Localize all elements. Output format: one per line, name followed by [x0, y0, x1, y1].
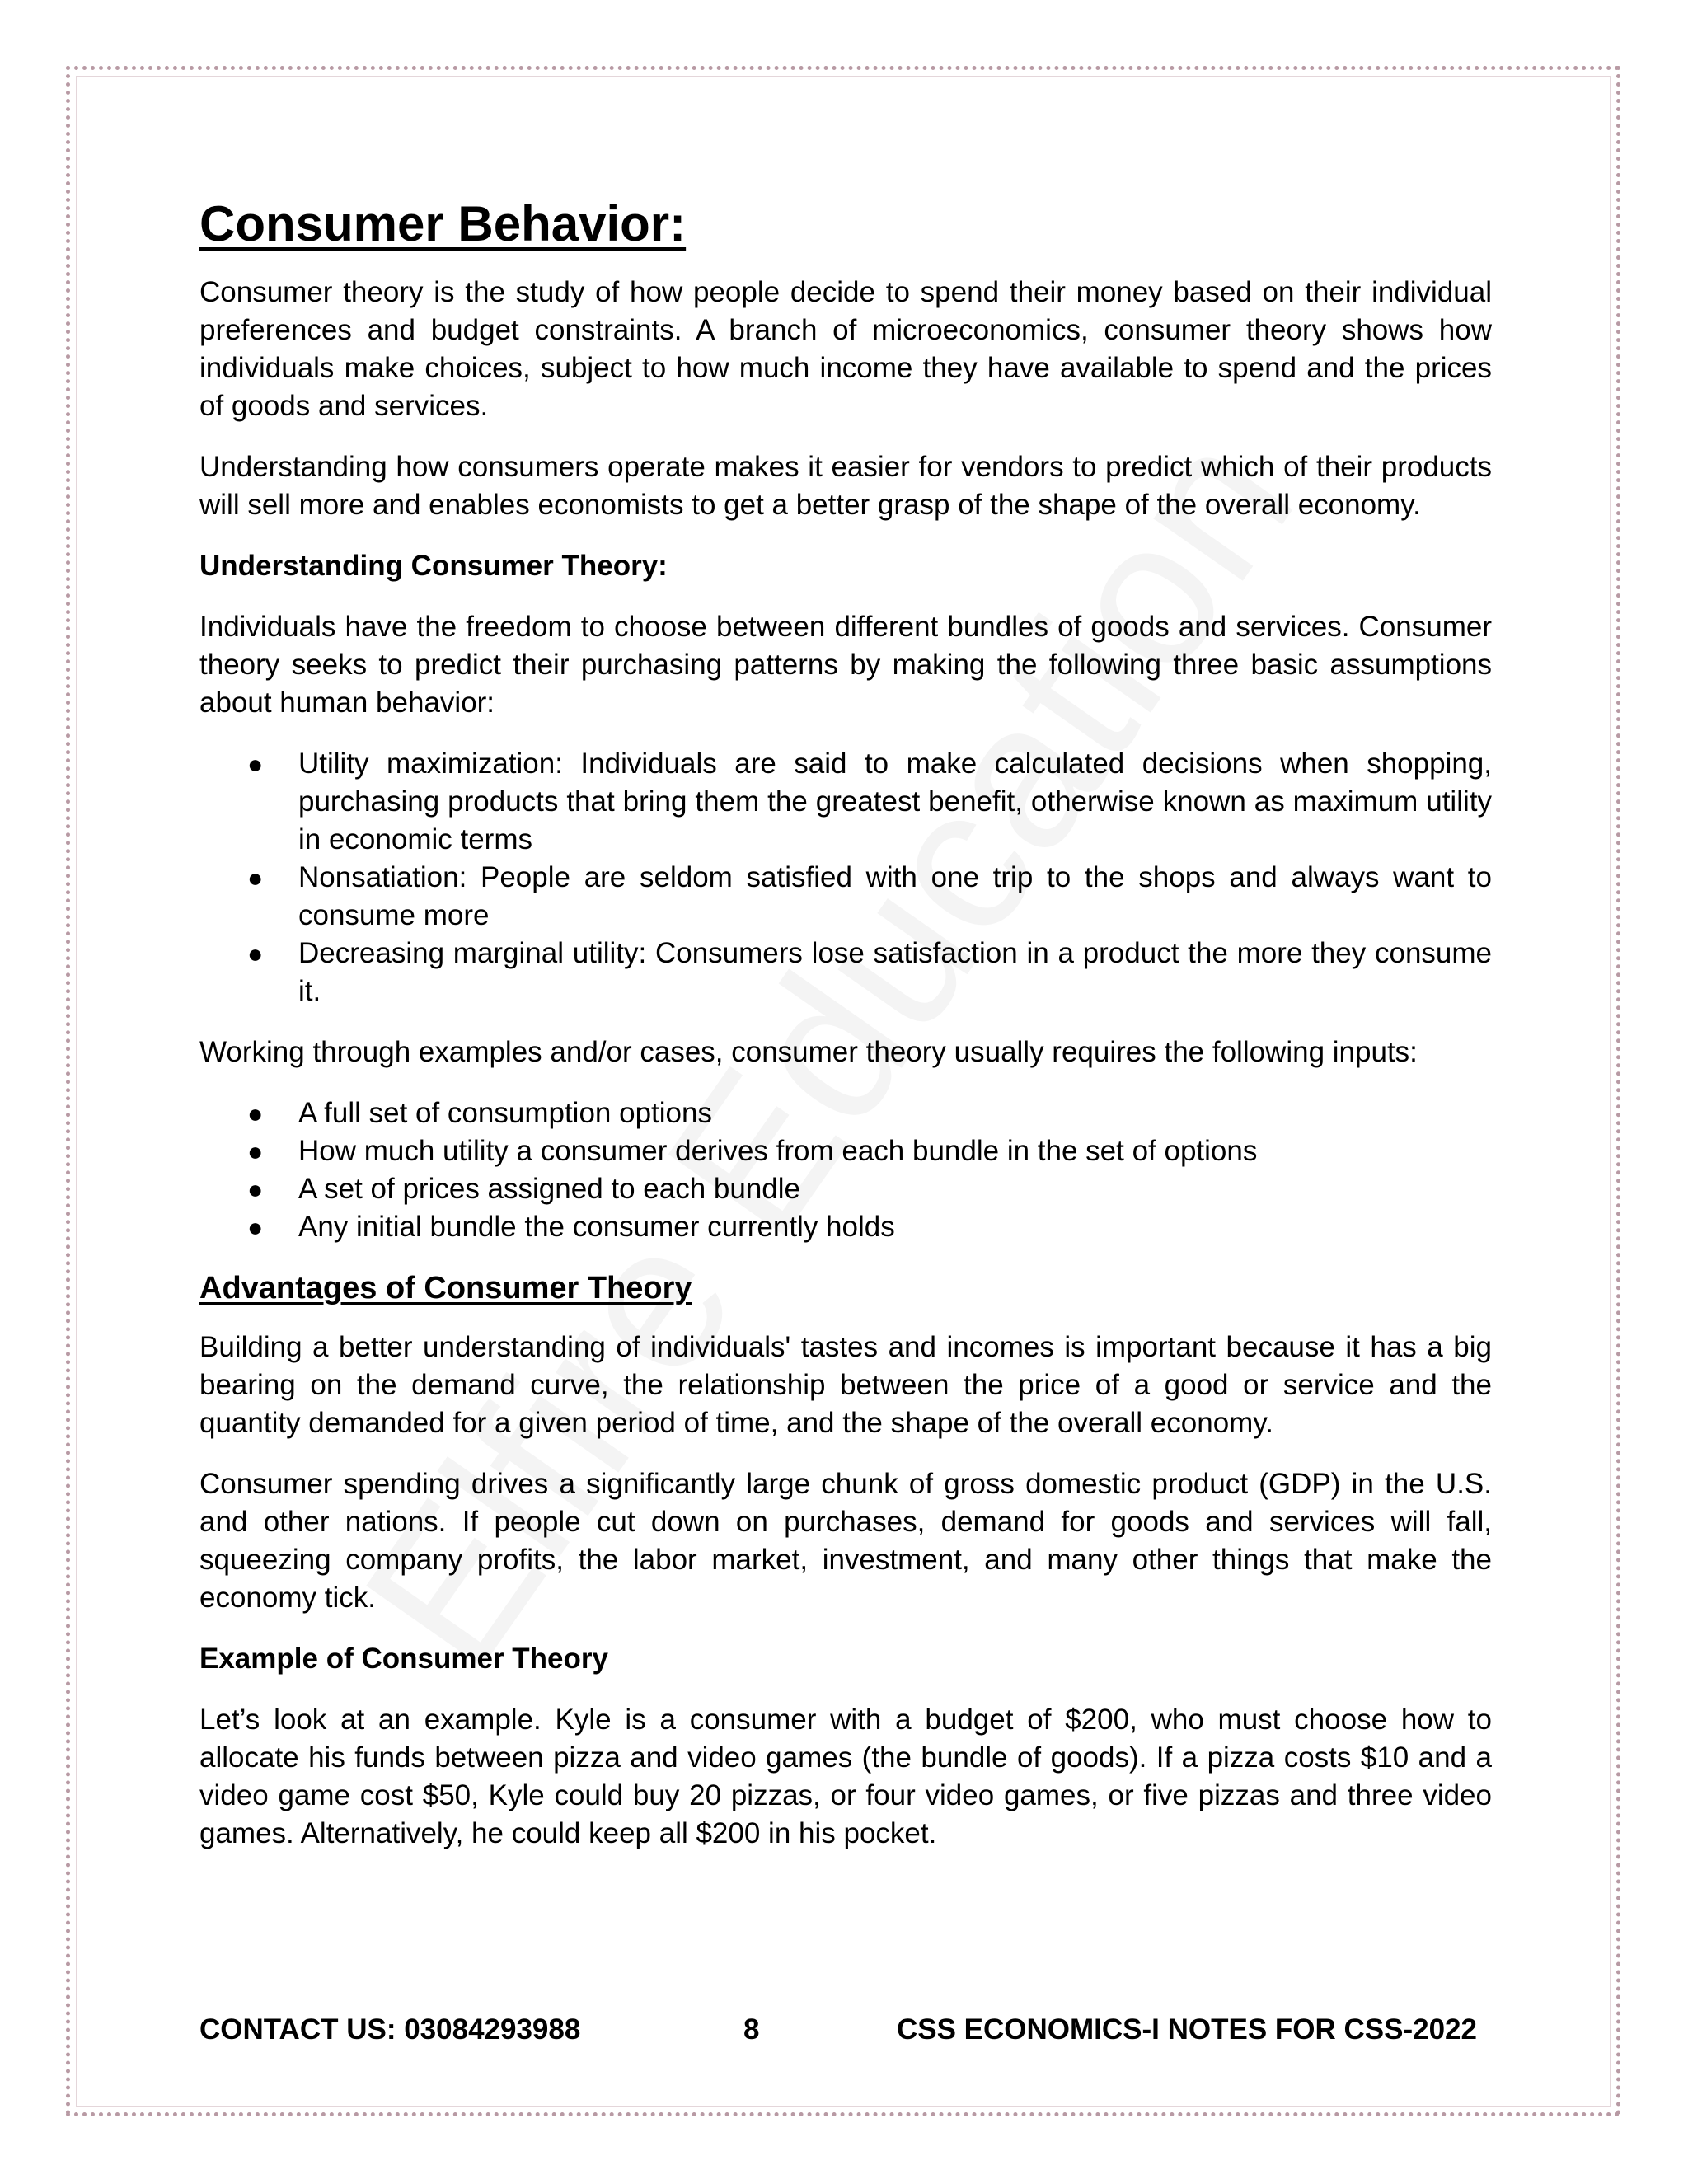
list-item: ● How much utility a consumer derives from each bundle in the set of options — [199, 1132, 1492, 1170]
understanding-heading: Understanding Consumer Theory: — [199, 550, 668, 582]
inputs-intro: Working through examples and/or cases, consumer theory usually requires the following inputs: — [199, 1036, 1418, 1068]
footer-notes-title: CSS ECONOMICS-I NOTES FOR CSS-2022 — [896, 2013, 1477, 2046]
assumptions-list — [199, 745, 1492, 1010]
list-item: ● A set of prices assigned to each bundle — [199, 1170, 1492, 1208]
bullet-icon: ● — [247, 1099, 264, 1128]
bullet-icon: ● — [247, 1137, 264, 1166]
advantages-paragraph-2: Consumer spending drives a significantly large chunk of gross domestic product (GDP) in the U.S. and other nations. If people cut down on purchases, demand for goods and services will fall, squeezing company profits, the labor market, investment, and many other things that make the economy tick. — [199, 1468, 1492, 1614]
bullet-icon: ● — [247, 749, 264, 779]
document-body — [199, 191, 1492, 1876]
advantages-heading: Advantages of Consumer Theory — [199, 1271, 692, 1305]
list-item: ● Decreasing marginal utility: Consumers lose satisfaction in a product the more they consume it. — [199, 935, 1492, 1010]
page-title: Consumer Behavior: — [199, 196, 687, 251]
bullet-icon: ● — [247, 863, 264, 893]
inputs-list — [199, 1094, 1492, 1246]
footer-page-number: 8 — [743, 2013, 760, 2046]
bullet-icon: ● — [247, 1212, 264, 1242]
bullet-icon: ● — [247, 1174, 264, 1204]
footer-contact: CONTACT US: 03084293988 — [199, 2013, 581, 2046]
bullet-icon: ● — [247, 939, 264, 968]
example-heading: Example of Consumer Theory — [199, 1643, 608, 1675]
list-item: ● Utility maximization: Individuals are said to make calculated decisions when shopping, purchasing products that bring them the greatest benefit, otherwise known as maximum utility in economic terms — [199, 745, 1492, 859]
list-item: ● Any initial bundle the consumer currently holds — [199, 1208, 1492, 1246]
example-paragraph: Let’s look at an example. Kyle is a consumer with a budget of $200, who must choose how to allocate his funds between pizza and video games (the bundle of goods). If a pizza costs $10 and a video game cost $50, Kyle could buy 20 pizzas, or four video games, or five pizzas and three video games. Alternatively, he could keep all $200 in his pocket. — [199, 1704, 1492, 1849]
advantages-paragraph-1: Building a better understanding of individuals' tastes and incomes is important because it has a big bearing on the demand curve, the relationship between the price of a good or service and the quantity demanded for a given period of time, and the shape of the overall economy. — [199, 1331, 1492, 1439]
list-item: ● A full set of consumption options — [199, 1094, 1492, 1132]
intro-paragraph-1: Consumer theory is the study of how people decide to spend their money based on their individual preferences and budget constraints. A branch of microeconomics, consumer theory shows how individuals make choices, subject to how much income they have available to spend and the prices of goods and services. — [199, 276, 1492, 422]
understanding-paragraph: Individuals have the freedom to choose between different bundles of goods and services. Consumer theory seeks to predict their purchasing patterns by making the following three basic assumptions about human behavior: — [199, 611, 1492, 719]
list-item: ● Nonsatiation: People are seldom satisfied with one trip to the shops and always want to consume more — [199, 859, 1492, 935]
intro-paragraph-2: Understanding how consumers operate makes it easier for vendors to predict which of their products will sell more and enables economists to get a better grasp of the shape of the overall economy. — [199, 451, 1492, 521]
